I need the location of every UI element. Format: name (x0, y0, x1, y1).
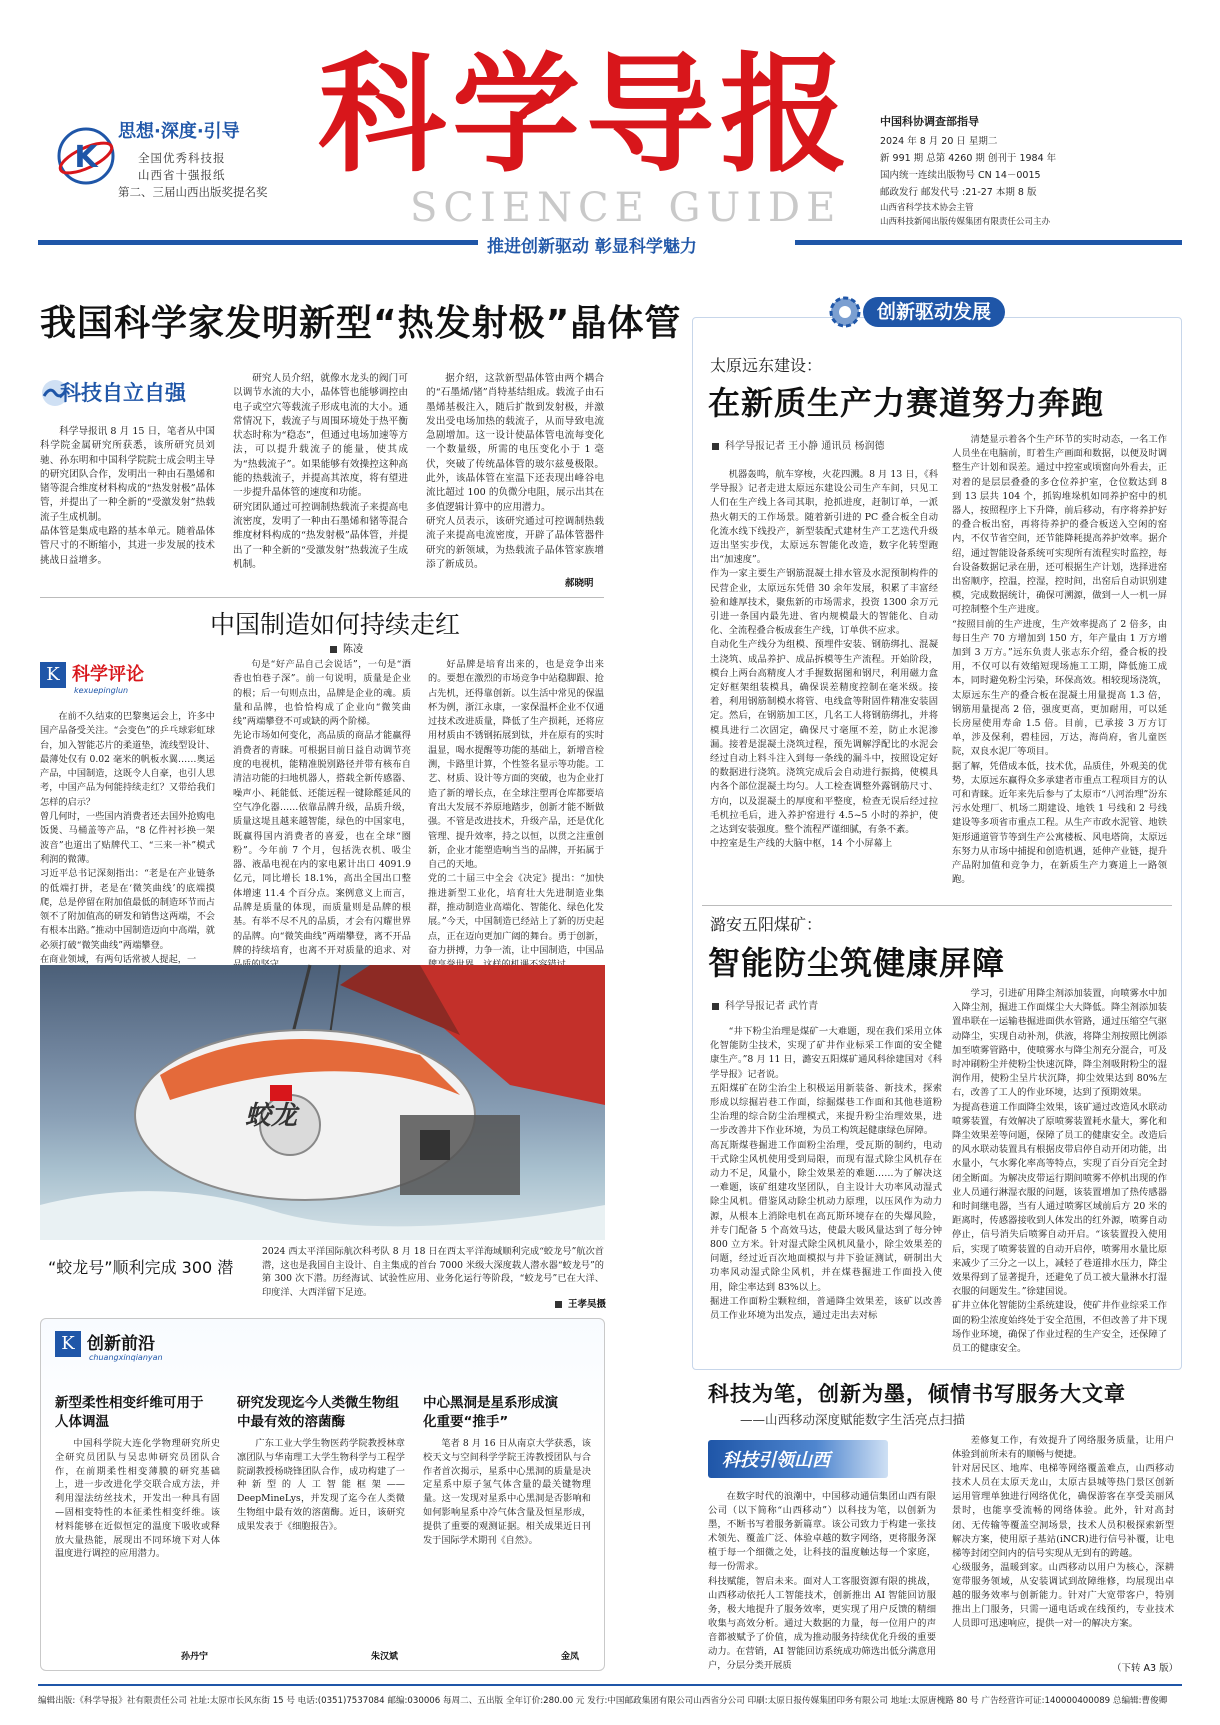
feature-headline: 科技为笔，创新为墨，倾情书写服务大文章 (708, 1382, 1126, 1406)
submersible-photo (40, 965, 605, 1240)
section-divider (40, 597, 604, 598)
feature-banner (708, 1440, 888, 1478)
story2-kicker: 潞安五阳煤矿： (710, 915, 823, 934)
column-tag-frontier (55, 1331, 215, 1371)
footer-rule (38, 1684, 1182, 1686)
story1-byline-text: 科学导报记者 王小静 通讯员 杨润德 (725, 441, 885, 452)
story1-byline (712, 437, 885, 452)
paragraph: 在前不久结束的巴黎奥运会上，许多中国产品备受关注。“会变色”的乒乓球彩虹球台，加入智能芯片的柔道垫，流线型设计、最薄处仅有 0.02 毫米的帆板水翼……奥运产品，中国制造，这既令人自豪，也引人思考，中国产品为何能持续走红？又带给我们怎样的启示？ 曾几何时，一些国内消费者还去国外抢购电饭煲、马桶盖等产品，“8 亿件衬衫换一架波音”也道出了贴牌代工、“三来一补”模式利润的微薄。 习近平总书记深刻指出：“老是在产业链条的低端打拼，老是在‘微笑曲线’的底端摸爬，总是停留在附加值最低的制造环节而占领不了附加值高的研发和销售这两端，不会有根本出路。”推动中国制造迈向中高端，就必须打破“微笑曲线”两端攀登。 在商业领域，有两句话常被人提起，一 (40, 711, 215, 966)
lead-column-3 (426, 372, 604, 572)
paragraph: 在数字时代的浪潮中，中国移动通信集团山西有限公司（以下简称“山西移动”）以科技为笔，以创新为墨，不断书写着服务新篇章。该公司致力于构建一张技术领先、覆盖广泛、体验卓越的数字网络，更将服务深植于每一个细微之处，让科技的温度触达每一个家庭，每一份需求。 科技赋能，智启未来。面对人工客服资源有限的挑战，山西移动依托人工智能技术，创新推出 AI 智能回访服务，极大地提升了服务效率，更实现了用户反馈的精细收集与高效分析。通过大数据的力量，每一位用户的声音都被赋予了价值，成为推动服务持续优化升级的重要动力。在营销，AI 智能回访系统成功筛选出低分满意用户，分层分类开展质 (708, 1491, 936, 1672)
story2-column-2 (952, 987, 1167, 1360)
comment-headline: 中国制造如何持续走红 (210, 610, 461, 639)
frontier-card-author: 朱汉斌 (371, 1652, 399, 1662)
masthead-rule (795, 240, 1182, 245)
feature-column-1 (708, 1490, 936, 1675)
newspaper-title: 科学导报 (318, 40, 855, 190)
paragraph: 科学导报讯 8 月 15 日，笔者从中国科学院金属研究所获悉，该所研究员刘驰、孙东明和中国科学院院士成会明主导的研究团队合作，发明出一种由石墨烯和锗等混合维度材料构成的“热发射极”晶体管，并提出了一种全新的“受激发射”热载流子生成机制。 晶体管是集成电路的基本单元。随着晶体管尺寸的不断缩小，其进一步发展的技术挑战日益增多。 (40, 426, 215, 566)
byline-square-icon (712, 1003, 719, 1010)
gear-icon (825, 292, 865, 332)
frontier-card-body (423, 1437, 591, 1642)
caption-text: 2024 西太平洋国际航次科考队 8 月 18 日在西太平洋海域顺利完成“蛟龙号”航次首潜，这也是我国自主设计、自主集成的首台 7000 米级大深度载人潜水器“蛟龙号”的第 300 次下潜。历经海试、试验性应用、业务化运行等阶段，“蛟龙号”已在大洋、印度洋、大西洋留下足迹。 (262, 1246, 604, 1298)
paragraph: 中国科学院大连化学物理研究所史全研究员团队与吴忠帅研究员团队合作，在前期柔性相变薄膜的研究基础上，进一步改进化学交联合成方法，并利用湿法纺丝技术，开发出一种具有固—固相变特性的本征柔性相变纤维。该材料能够在近似恒定的温度下吸收或释放大量热能，展现出不同环境下对人体温度进行调控的应用潜力。 (55, 1438, 220, 1560)
publication-code: 国内统一连续出版物号 CN 14－0015 (880, 170, 1041, 181)
star-orbit-icon (55, 125, 117, 187)
footer-info: 编辑出版:《科学导报》社有限责任公司 社址:太原市长风东街 15 号 电话:(0351)7537084 邮编:030006 每周二、五出版 全年订价:280.00 元 发行:中国邮政集团有限公司山西省分公司 印刷:太原日报传媒集团印务有限公司 地址:太原唐槐路 80 号 广告经营许可证:140000400089 总编辑:曹俊卿 (38, 1696, 1168, 1706)
frontier-box (40, 1318, 605, 1671)
frontier-card-author: 金凤 (561, 1652, 580, 1662)
innovation-banner (825, 292, 1065, 332)
paragraph: 笔者 8 月 16 日从南京大学获悉，该校天文与空间科学学院王涛教授团队与合作者首次揭示，星系中心黑洞的质量是决定星系中原子氢气体含量的最关键物理量。这一发现对星系中心黑洞是否影响和如何影响星系中冷气体含量及恒星形成，提供了重要的观测证据。相关成果近日刊发于国际学术期刊《自然》。 (423, 1438, 591, 1546)
paragraph: 学习，引进矿用降尘剂添加装置，向喷雾水中加入降尘剂，掘进工作面煤尘大大降低。降尘剂添加装置串联在一运输巷掘进面供水管路，通过压缩空气驱动降尘，实现自动补剂，供液，将降尘剂按照比例添加至喷雾管路中，使喷雾水与降尘剂充分混合，可及时冲刷粉尘并使粉尘快速沉降，降尘剂吸附粉尘的湿润作用，使粉尘呈片状沉降，抑尘效果达到 80%左右，改善了工人的作业环境，达到了预期效果。 为提高巷道工作面降尘效果，该矿通过改造风水联动喷雾装置，有效解决了原喷雾装置耗水量大，雾化和降尘效果差等问题，保障了员工的健康安全。改造后的风水联动装置具有根据皮带启停自动开闭功能，出水量小，气水雾化率高等特点，实现了百分百完全封闭全断面。为解决皮带运行期间喷雾不停机出现的作业人员通行淋湿衣服的问题，该装置增加了热传感器和时间继电器，当有人通过喷雾区域前后方 20 米的距离时，传感器接收到人体发出的红外源，喷雾自动停止，信号消失后喷雾自动开启。“该装置投入使用后，实现了喷雾装置的自动开启停，喷雾用水量比原来减少了三分之一以上，减轻了巷道排水压力，降尘效果得到了显著提升，还避免了员工被大量淋水打湿衣服的问题发生。”徐建国说。 矿井立体化智能防尘系统建设，使矿井作业综采工作面的粉尘浓度始终处于安全范围，不但改善了井下现场作业环境，确保了作业过程的生产安全，还保障了员工的健康安全。 (952, 988, 1167, 1355)
paragraph: 差修复工作，有效提升了网络服务质量，让用户体验到前所未有的顺畅与便捷。 针对居民区、地库、电梯等网络覆盖难点，山西移动技术人员在太原天龙山，太原古县城等热门景区创新运用管理单独进行网络优化，确保游客在享受美丽风景时，也能享受流畅的网络体验。此外，针对高封闭、无传输等覆盖空洞场景，技术人员积极探索新型解决方案，使用原子基站(iNCR)进行信号补覆，让电梯等封闭空间内的信号实现从无到有的跨越。 心级服务，温暖到家。山西移动以用户为核心，深耕宽带服务领域，从安装调试到故障维修，均展现出卓越的服务效率与创新能力。针对广大宽带客户，特别推出上门服务，只需一通电话或在线预约，专业技术人员即可迅速响应，提供一对一的解决方案。 (952, 1435, 1174, 1630)
sponsor: 山西科技新闻出版传媒集团有限责任公司主办 (880, 217, 1051, 227)
column-tag-label: 科技自立自强 (60, 381, 186, 405)
lead-headline: 我国科学家发明新型“热发射极”晶体管 (40, 303, 682, 344)
masthead-honor: 全国优秀科技报 (138, 151, 226, 165)
story1-headline: 在新质生产力赛道努力奔跑 (708, 384, 1105, 422)
masthead-rule (38, 240, 478, 245)
paragraph: 好品牌是培育出来的，也是竞争出来的。要想在激烈的市场竞争中站稳脚跟、抢占先机，还得靠创新。以生活中常见的保温杯为例，浙江永康，一家保温杯企业不仅通过技术改进质量，降低了生产损耗，还将应用材质由不锈钢拓展到钛，并在原有的实时温显，喝水提醒等功能的基础上，新增音检测，卡路里计算，个性签名显示等功能。工艺、材质、设计等方面的突破，也为企业打造了新的增长点，在全球注塑再仓库都要培育出大发展不养原地踏步，创新才能不断做强。不管是改进技术，升级产品，还是优化管理、提升效率，持之以恒，以贯之注重创新，企业才能塑造响当当的品牌，开拓属于自己的天地。 党的二十届三中全会《决定》提出：“加快推进新型工业化，培育壮大先进制造业集群，推动制造业高端化、智能化、绿色化发展。”今天，中国制造已经站上了新的历史起点，正在迈向更加广阔的舞台。勇于创新，奋力拼搏，力争一流，让中国制造，中国品 (428, 659, 604, 956)
feature-column-2 (952, 1434, 1174, 1659)
photo-headline: “蛟龙号”顺利完成 300 潜 (48, 1258, 234, 1277)
story2-headline: 智能防尘筑健康屏障 (708, 944, 1006, 982)
comment-column-1 (40, 710, 215, 966)
frontier-card-title: 中心黑洞是星系形成演化重要“推手” (423, 1395, 558, 1430)
feature-banner-label: 科技引领山西 (722, 1450, 830, 1471)
paragraph: 句是“好产品自己会说话”，一句是“酒香也怕巷子深”。前一句说明，质量是企业的根；后一句则点出，品牌是企业的魂。质量和品牌，也恰恰构成了企业向“微笑曲线”两端攀登不可或缺的两个阶梯。 先论市场如何变化，高品质的商品才能赢得消费者的青睐。可根据目前日益自动调节亮度的电视机，能精准脱别路径并带有核布自清洁功能的扫地机器人，搭载全新传感器、噪声小、耗能低、还能远程一键除醛延风的空气净化器……依靠品牌升级，品质升级，质量这堤且越来越智能，绿色的中国家电，既赢得国内消费者的喜爱，也在全球“圈粉”。今年前 7 个月，包括洗衣机、吸尘器、液晶电视在内的家电累计出口 4091.9 亿元，同比增长 18.1%，高出全国出口整体增速 11.4 个百分点。案例意义上而言，品牌是质量的体现，而质量则是品牌的根基。有举不尽不凡的品质，才会有闪耀世界的品牌。向“微笑曲线”两端攀登，离不开品牌的持续培育，也离不开对质量的追求、对 (233, 659, 411, 956)
k-logo-icon: K (55, 1331, 81, 1357)
supervisor: 山西省科学技术协会主管 (880, 203, 974, 213)
lead-column-1 (40, 425, 215, 585)
issue-date: 2024 年 8 月 20 日 星期二 (880, 136, 998, 147)
comment-byline (330, 640, 363, 655)
frontier-card-author: 孙丹宁 (181, 1652, 209, 1662)
masthead-honor: 山西省十强报纸 (138, 168, 226, 182)
byline-square-icon (712, 443, 719, 450)
masthead-tagline: 推进创新驱动 彰显科学魅力 (487, 237, 697, 257)
feature-subhead: ——山西移动深度赋能数字生活亮点扫描 (740, 1412, 966, 1427)
column-tag-pinyin: kexuepinglun (74, 686, 129, 695)
postal-code: 邮政发行 邮发代号 :21-27 本期 8 版 (880, 187, 1037, 198)
comment-column-3 (428, 658, 604, 960)
guiding-organization: 中国科协调查部指导 (880, 115, 979, 128)
feature-continued: （下转 A3 版） (1112, 1663, 1179, 1674)
lead-author: 郝晓明 (565, 578, 594, 589)
frontier-card-body (237, 1437, 405, 1642)
photo-credit-name: 王孝吴摄 (568, 1299, 607, 1310)
story2-byline-text: 科学导报记者 武竹青 (725, 1001, 819, 1012)
column-tag-label: 创新前沿 (87, 1334, 155, 1354)
frontier-card-body (55, 1437, 220, 1642)
paragraph: 广东工业大学生物医药学院教授林章凛团队与华南理工大学生物科学与工程学院副教授杨晓锋团队合作，成功构建了一种新型的人工智能框架——DeepMineLys，并发现了迄今在人类微生物组中最有效的溶菌酶。近日，该研究成果发表于《细胞报告》。 (237, 1438, 405, 1532)
innovation-banner-label: 创新驱动发展 (863, 297, 1005, 327)
column-tag-pinyin: chuangxinqianyan (89, 1353, 163, 1362)
comment-column-2 (233, 658, 411, 960)
lead-column-2 (233, 372, 408, 587)
column-tag-self-reliance (40, 375, 215, 411)
byline-square-icon (330, 646, 337, 653)
frontier-card-title: 研究发现迄今人类微生物组中最有效的溶菌酶 (237, 1395, 399, 1430)
issue-number: 新 991 期 总第 4260 期 创刊于 1984 年 (880, 153, 1057, 164)
paragraph: 清楚显示着各个生产环节的实时动态，一名工作人员坐在电脑前，盯着生产画面和数据，以便及时调整生产计划和误差。通过中控室或顷窗向外看去，正对着的是层层叠叠的多仓位养护室，仓位数达到 8 到 13 层共 104 个，抓钩堆垛机如同养护窑中的机器人，按照程序上下升降，前后移动，有序将养护好的叠合板出窑，再将待养护的叠合板送入空闲的窑内，不仅节省空间，还节能降耗提高养护效率。据介绍，通过智能设备系统可实现所有流程实时监控，每台设备数据记录在册，还可根据生产计划，选择进窑出窑顺序，控温，控湿，控时间，出窑后自动识别建模，完成数据统计，确保可溯源，做到一人一机一屏可控制整个生产进度。 “按照目前的生产进度，生产效率提高了 2 倍多，由每日生产 70 方增加到 150 方，年产量由 1 万方增加到 3 万方。”远东负责人张志东介绍，叠合板的投用，不仅可以有效缩短现场施工工期，降低施工成本，同时避免粉尘污染，环保高效。相较现场浇筑，太原远东生产的叠合板在混凝土用量提高 1.3 倍，钢筋用量提高 2 倍，强度更高，更加耐用，可以延长房屋使用寿命 1.5 倍。目前，已承接 3 万方订单，涉及保利，碧桂园，万达，海尚府，省儿童医院，双良水泥厂等项目。 据了解，凭借成本低，技术优，品质佳，外观美的优势，太原远东赢得众多承建者市重点工程项目方的认可和青睐。近年来先后参与了太原市“八河治理”汾东污水处理厂、机场二期建设、地铁 1 号线和 2 号线建设等多项省市重点工程。从生产市政水泥管、地铁矩形通道管节等到生产公寓楼板、风电塔筒，太原远东努力从市场中捕捉和创造机遇，延伸产业链，提升产品附加值和竞争力，在新质生产力赛道上一路领跑。 (952, 434, 1167, 886)
paragraph: “井下粉尘治理是煤矿一大难题，现在我们采用立体化智能防尘技术，实现了矿井作业标采工作面的安全健康生产。”8 月 11 日，潞安五阳煤矿通风科徐建国对《科学导报》记者说。 五阳煤矿在防尘治尘上积极运用新装备、新技术，探索形成以综掘岩巷工作面，综掘煤巷工作面和其他巷道粉尘治理的综合防尘治理模式，来提升粉尘治理效果，进一步改善井下作业环境，为员工构筑起健康绿色屏障。 高瓦斯煤巷掘进工作面粉尘治理，受瓦斯的制约，电动干式除尘风机使用受到局限，而现有湿式除尘风机存在动力不足，风量小，除尘效果差的难题……为了解决这一难题，该矿组建攻坚团队，自主设计大功率风动湿式除尘风机。借鉴风动除尘机动力原理，以压风作为动力源，从根本上消除电机在高瓦斯环境存在的失爆风险，并专门配备 5 个高效马达，使最大吸风量达到了每分钟 800 立方米。针对湿式除尘风机风量小，除尘效果差的问题，经过近百次地面模拟与井下验证测试，研制出大功率风动湿式除尘风机，并在煤巷掘进工作面投入使用，除尘率达到 83%以上。 掘进工作面粉尘颗粒细，普通降尘效果差，该矿以改善员工作业环境为出发点，通过走出去对标 (710, 1026, 942, 1322)
masthead-slogan: 思想·深度·引导 (118, 121, 240, 142)
column-tag-commentary (40, 660, 200, 702)
newspaper-english-title: SCIENCE GUIDE (410, 185, 842, 231)
masthead-honor: 第二、三届山西出版奖提名奖 (118, 185, 268, 199)
photo-caption (262, 1245, 604, 1305)
paragraph: 机器轰鸣，航车穿梭，火花四溅。8 月 13 日，《科学导报》记者走进太原远东建设公司生产车间，只见工人们在生产线上各司其职，抢抓进度，赶制订单，一派热火朝天的工作场景。随着新引进的 PC 叠合板全自动化流水线下线投产，新型装配式建材生产工艺迭代升级迈出坚实步伐，太原远东智能化改造，数字化转型跑出“加速度”。 作为一家主要生产钢筋混凝土排水管及水泥预制构件的民营企业，太原远东凭借 30 余年发展，积累了丰富经验和雄厚技术，聚焦新的市场需求，投资 1300 余万元引进一条国内最先进、省内规模最大的智能化、自动化、全流程叠合板成套生产线，订单供不应求。 自动化生产线分为组模、预埋件安装、钢筋绑扎、混凝土浇筑、成品养护、成品拆模等生产流程。开始阶段，模台上两台高精度人才手握数据图和钢尺，利用磁力盒定好框架组装模具，确保误差精度控制在毫米级。接着，利用钢筋制模水将管、电线盒等附固件精准安装固定。然后，在钢筋加工区，几名工人将钢筋绑扎，并将模具进行二次固定，确保尺寸毫厘不差，防止水泥渗漏。接着是混凝土浇筑过程，预先调解浮配比的水泥会经过自动上料斗注入到每一条线的漏斗中，按照设定好的数据进行浇筑。浇筑完成后会自动进行振捣，使模具内各个部位混凝土均匀。人工检查调整外露钢筋尺寸、方向，以及混凝土的厚度和平整度，检查无误后经过拉毛机拉毛后，进入养护窑进行 4.5~5 小时的养护，使之达到安装强度。整个流程严谨细腻，有条不紊。 中控室是生产线的大脑中枢，14 个小屏幕上 (710, 469, 938, 850)
column-tag-label: 科学评论 (72, 664, 144, 685)
story2-byline (712, 997, 818, 1012)
comment-author: 陈凌 (343, 644, 363, 655)
submersible-illustration (40, 965, 605, 1240)
newspaper-emblem (55, 125, 117, 187)
svg-text:K: K (74, 140, 98, 175)
paragraph: 据介绍，这款新型晶体管由两个耦合的“石墨烯/锗”肖特基结组成。载流子由石墨烯基极注入，随后扩散到发射极，并激发出受电场加热的载流子，从而导致电流急剧增加。这一设计使晶体管电流每变化一个数量级，所需的电压变化小于 1 毫伏，突破了传统晶体管的玻尔兹曼极限。此外，该晶体管在室温下还表现出峰谷电流比超过 100 的负微分电阻，展示出其在多值逻辑计算中的应用潜力。 研究人员表示，该研究通过可控调制热载流子来提高电流密度，开辟了晶体管器件研究的新领域，为热载流子晶体管家族增添了新成员。 (426, 373, 604, 570)
story2-column-1 (710, 1025, 942, 1360)
photo-watermark-text: 蛟龙 (245, 1101, 298, 1131)
story1-kicker: 太原远东建设： (710, 356, 823, 375)
k-logo-icon: K (40, 662, 66, 688)
photo-credit (555, 1296, 606, 1310)
paragraph: 研究人员介绍，就像水龙头的阀门可以调节水流的大小，晶体管也能够调控由电子或空穴等载流子形成电流的大小。通常情况下，载流子与周围环境处于热平衡状态时称为“稳态”，但通过电场加速等方法，可以提升载流子的能量，使其成为“热载流子”。如果能够有效操控这种高能的热载流子，并提高其浓度，将有望进一步提升晶体管的速度和功能。 研究团队通过可控调制热载流子来提高电流密度，发明了一种由石墨烯和锗等混合维度材料构成的“热发射极”晶体管，并提出了一种全新的“受激发射”热载流子生成机制。 (233, 373, 408, 570)
story1-column-1 (710, 468, 938, 908)
frontier-card-title: 新型柔性相变纤维可用于人体调温 (55, 1395, 204, 1430)
section-divider (702, 905, 1172, 906)
byline-square-icon (555, 1301, 562, 1308)
masthead (0, 0, 1220, 270)
story1-column-2 (952, 433, 1167, 908)
